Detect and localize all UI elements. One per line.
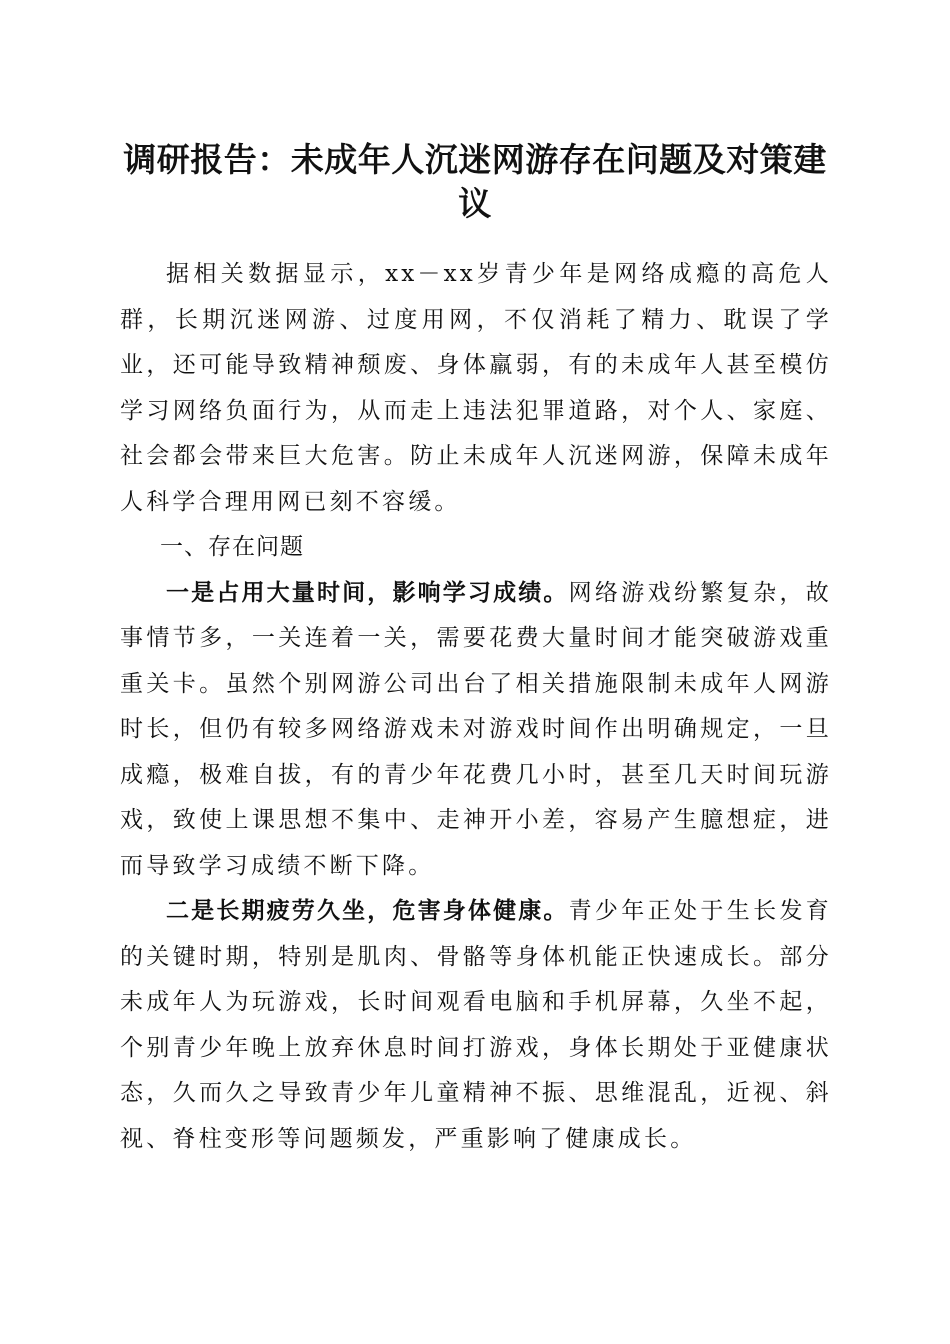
problem-point-2	[120, 889, 832, 1162]
section-heading-problems: 一、存在问题	[160, 534, 304, 560]
problem-point-2-text: 青少年正处于生长发育的关键时期，特别是肌肉、骨骼等身体机能正快速成长。部分未成年人为玩游戏，长时间观看电脑和手机屏幕，久坐不起，个别青少年晚上放弃休息时间打游戏，身体长期处于亚健康状态，久而久之导致青少年儿童精神不振、思维混乱，近视、斜视、脊柱变形等问题频发，严重影响了健康成长。	[120, 898, 833, 1152]
document-body	[120, 252, 832, 1162]
problem-point-2-lead: 二是长期疲劳久坐，危害身体健康。	[166, 898, 569, 924]
problem-point-1-text: 网络游戏纷繁复杂，故事情节多，一关连着一关，需要花费大量时间才能突破游戏重重关卡。虽然个别网游公司出台了相关措施限制未成年人网游时长，但仍有较多网络游戏未对游戏时间作出明确规定，一旦成瘾，极难自拔，有的青少年花费几小时，甚至几天时间玩游戏，致使上课思想不集中、走神开小差，容易产生臆想症，进而导致学习成绩不断下降。	[120, 579, 833, 879]
intro-paragraph: 据相关数据显示，xx－xx岁青少年是网络成瘾的高危人群，长期沉迷网游、过度用网，不仅消耗了精力、耽误了学业，还可能导致精神颓废、身体羸弱，有的未成年人甚至模仿学习网络负面行为，从而走上违法犯罪道路，对个人、家庭、社会都会带来巨大危害。防止未成年人沉迷网游，保障未成年人科学合理用网已刻不容缓。	[120, 261, 832, 515]
document-title: 调研报告：未成年人沉迷网游存在问题及对策建议	[123, 140, 827, 223]
problem-point-1	[120, 571, 832, 890]
problem-point-1-lead: 一是占用大量时间，影响学习成绩。	[166, 579, 569, 606]
